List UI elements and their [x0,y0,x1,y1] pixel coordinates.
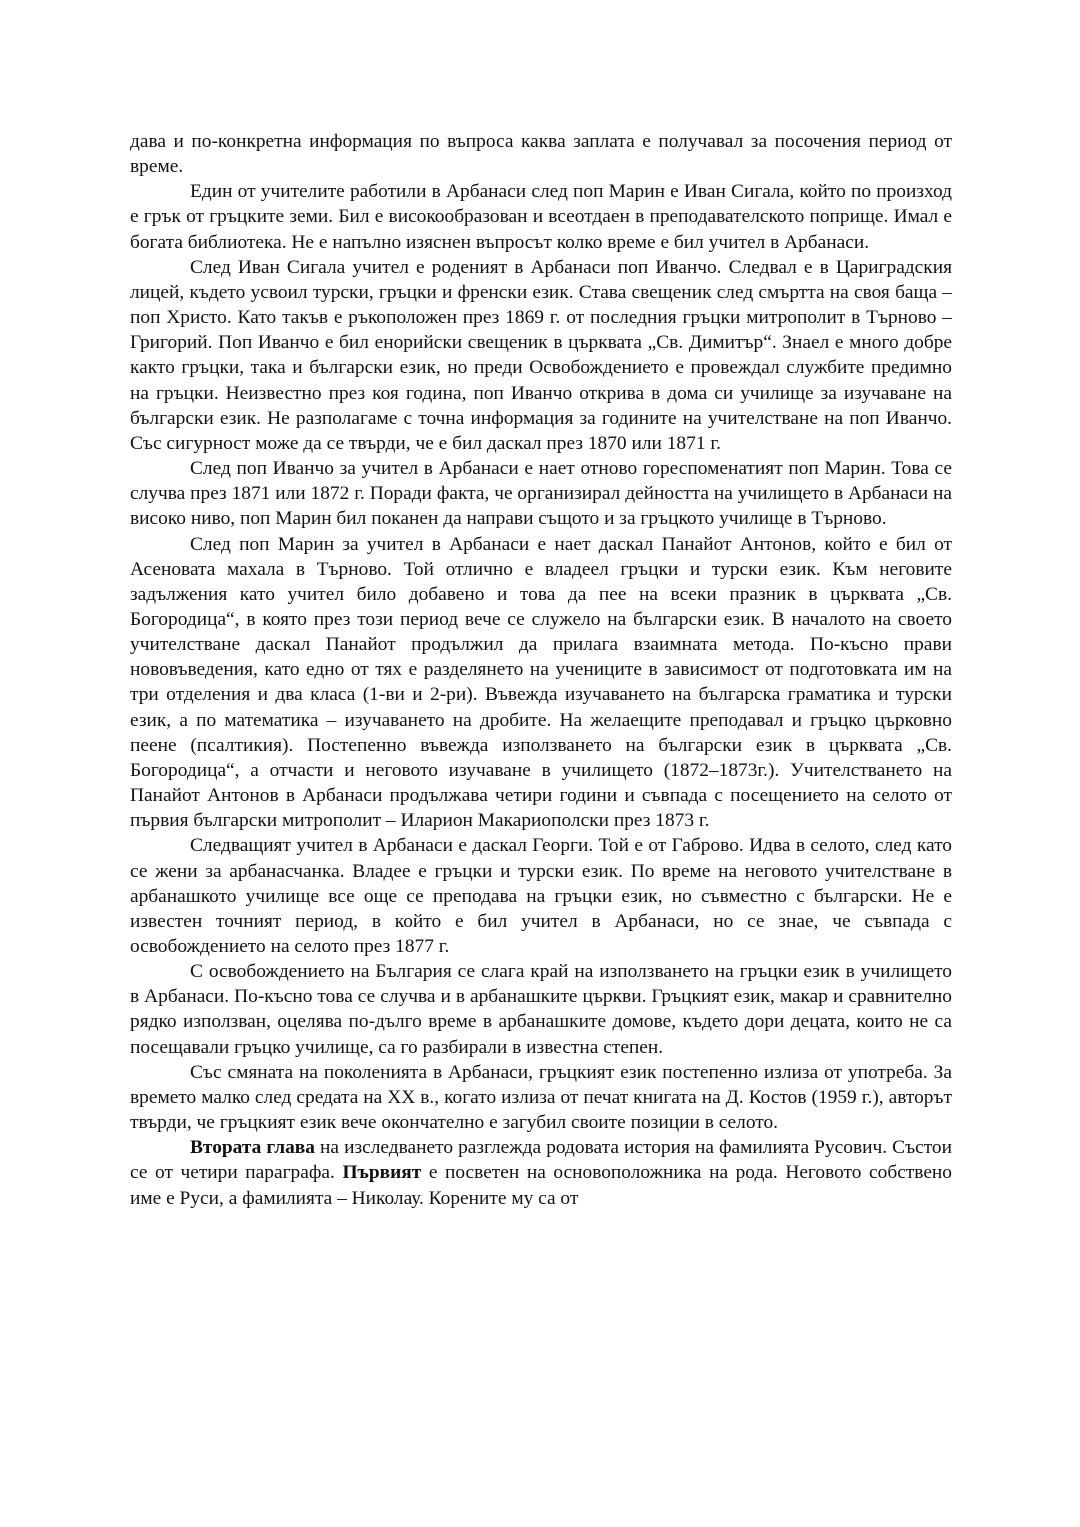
text-run: Със смяната на поколенията в Арбанаси, гръцкият език постепенно излиза от употреба. За времето малко след средата на XX в., когато излиза от печат книгата на Д. Костов (1959 г.), авторът твърди, че гръцкият език вече окончателно е загубил своите позиции в селото. [130,1061,952,1134]
paragraph [130,179,952,254]
paragraph [130,532,952,834]
text-run: След поп Иванчо за учител в Арбанаси е нает отново гореспоменатият поп Марин. Това се случва през 1871 или 1872 г. Поради факта, че организирал дейността на училището в Арбанаси на високо ниво, поп Марин бил поканен да направи същото и за гръцкото училище в Търново. [130,458,952,530]
text-run: С освобождението на България се слага край на използването на гръцки език в училището в Арбанаси. По-късно това се случва и в арбанашките църкви. Гръцкият език, макар и сравнително рядко използван, оцелява по-дълго време в арбанашките домове, където дори децата, които не са посещавали гръцко училище, са го разбирали в известна степен. [130,961,952,1058]
text-run: След Иван Сигала учител е роденият в Арбанаси поп Иванчо. Следвал е в Цариградския лицей, където усвоил турски, гръцки и френски език. Става свещеник след смъртта на своя баща – поп Христо. Като такъв е ръкоположен през 1869 г. от последния гръцки митрополит в Търново – Григорий. Поп Иванчо е бил енорийски свещеник в църквата „Св. Димитър“. Знаел е много добре както гръцки, така и български език, но преди Освобождението е провеждал службите предимно на гръцки. Неизвестно през коя година, поп Иванчо открива в дома си училище за изучаване на български език. Не разполагаме с точна информация за годините на учителстване на поп Иванчо. Със сигурност може да се твърди, че е бил даскал през 1870 или 1871 г. [130,256,952,454]
paragraph [130,959,952,1060]
bold-text-run: Първият [342,1162,422,1184]
text-run: дава и по-конкретна информация по въпроса каква заплата е получавал за посочения период от време. [130,131,952,178]
document-page [130,129,952,1211]
paragraph [130,456,952,531]
text-run: Следващият учител в Арбанаси е даскал Георги. Той е от Габрово. Идва в селото, след като се жени за арбанасчанка. Владее е гръцки и турски език. По време на неговото учителстване в арбанашкото училище все още се преподава на гръцки език, но съвместно с български. Не е известен точният период, в който е бил учител в Арбанаси, но се знае, че съвпада с освобождението на селото през 1877 г. [130,835,952,957]
paragraph [130,1135,952,1210]
bold-text-run: Втората глава [190,1137,315,1159]
paragraph [130,129,952,179]
paragraph [130,255,952,456]
text-run: След поп Марин за учител в Арбанаси е нает даскал Панайот Антонов, който е бил от Асеновата махала в Търново. Той отлично е владеел гръцки и турски език. Към неговите задължения като учител било добавено и това да пее на всеки празник в църквата „Св. Богородица“, в която през този период вече се служело на български език. В началото на своето учителстване даскал Панайот продължил да прилага взаимната метода. По-късно прави нововъведения, като едно от тях е разделянето на учениците в зависимост от подготовката им на три отделения и два класа (1-ви и 2-ри). Въвежда изучаването на българска граматика и турски език, а по математика – изучаването на дробите. На желаещите преподавал и гръцко църковно пеене (псалтикия). Постепенно въвежда използването на български език в църквата „Св. Богородица“, а отчасти и неговото изучаване в училището (1872–1873г.). Учителстването на Панайот Антонов в Арбанаси продължава четири години и съвпада с посещението на селото от първия български митрополит – Иларион Макариополски през 1873 г. [130,533,952,832]
paragraph [130,1060,952,1135]
text-run: е посветен на основоположника на рода. Неговото собствено име е Руси, а фамилията – Николау. Корените му са от [130,1162,952,1209]
paragraph [130,833,952,959]
text-run: Един от учителите работили в Арбанаси след поп Марин е Иван Сигала, който по произход е грък от гръцките земи. Бил е високообразован и всеотдаен в преподавателското поприще. Имал е богата библиотека. Не е напълно изяснен въпросът колко време е бил учител в Арбанаси. [130,181,952,253]
text-run: на изследването разглежда родовата история на фамилията Русович. Състои се от четири параграфа. [130,1137,952,1184]
